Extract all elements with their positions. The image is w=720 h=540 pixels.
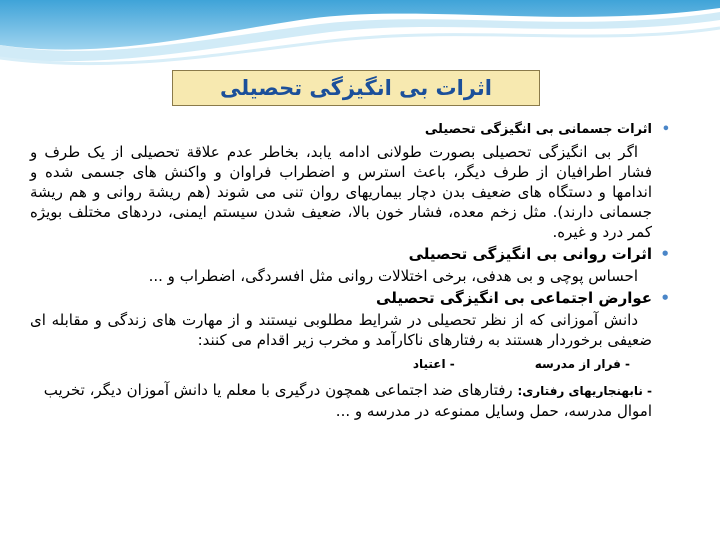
misbehavior-line bbox=[30, 380, 670, 421]
section-text-psychological: احساس پوچی و بی هدفی، برخی اختلالات روانی مثل افسردگی، اضطراب و ... bbox=[148, 267, 638, 285]
section-text-physical: اگر بی انگیزگی تحصیلی بصورت طولانی ادامه یابد، بخاطر عدم علاقة تحصیلی از یک طرف و فشار اطرافیان از طرف دیگر، باعث استرس و اضطراب فراوان و واکنش های جسمی شده و اندامها و دستگاه های ضعیف بدن دچار بیماریهای روان تنی می شوند (هم ریشة روانی و هم ریشة جسمانی دارند). مثل زخم معده، فشار خون بالا، ضعیف شدن سیستم ایمنی، دردهای مختلف بویژه کمر درد و غیره. bbox=[30, 143, 652, 241]
behavior-items-row bbox=[30, 354, 670, 374]
misbehavior-text: رفتارهای ضد اجتماعی همچون درگیری با معلم یا دانش آموزان دیگر، تخریب اموال مدرسه، حمل وسایل ممنوعه در مدرسه و ... bbox=[43, 381, 652, 420]
slide-title-text: اثرات بی انگیزگی تحصیلی bbox=[219, 76, 492, 100]
section-heading-psychological: • اثرات روانی بی انگیزگی تحصیلی bbox=[30, 244, 670, 264]
item-addiction: - اعتیاد bbox=[412, 357, 455, 371]
slide-title bbox=[172, 70, 540, 106]
section-heading-social: • عوارض اجتماعی بی انگیزگی تحصیلی bbox=[30, 288, 670, 308]
section-heading-physical: • اثرات جسمانی بی انگیزگی تحصیلی bbox=[30, 120, 670, 140]
item-truancy: - فرار از مدرسه bbox=[534, 357, 630, 371]
slide-content bbox=[30, 118, 670, 421]
misbehavior-label: - نابهنجاریهای رفتاری: bbox=[517, 384, 652, 398]
header-wave-decoration bbox=[0, 0, 720, 80]
section-text-social: دانش آموزانی که از نظر تحصیلی در شرایط مطلوبی نیستند و از مهارت های زندگی و مقابله ای ضعیفی برخوردار هستند به رفتارهای ناکارآمد و مخرب زیر اقدام می کنند: bbox=[30, 311, 652, 349]
